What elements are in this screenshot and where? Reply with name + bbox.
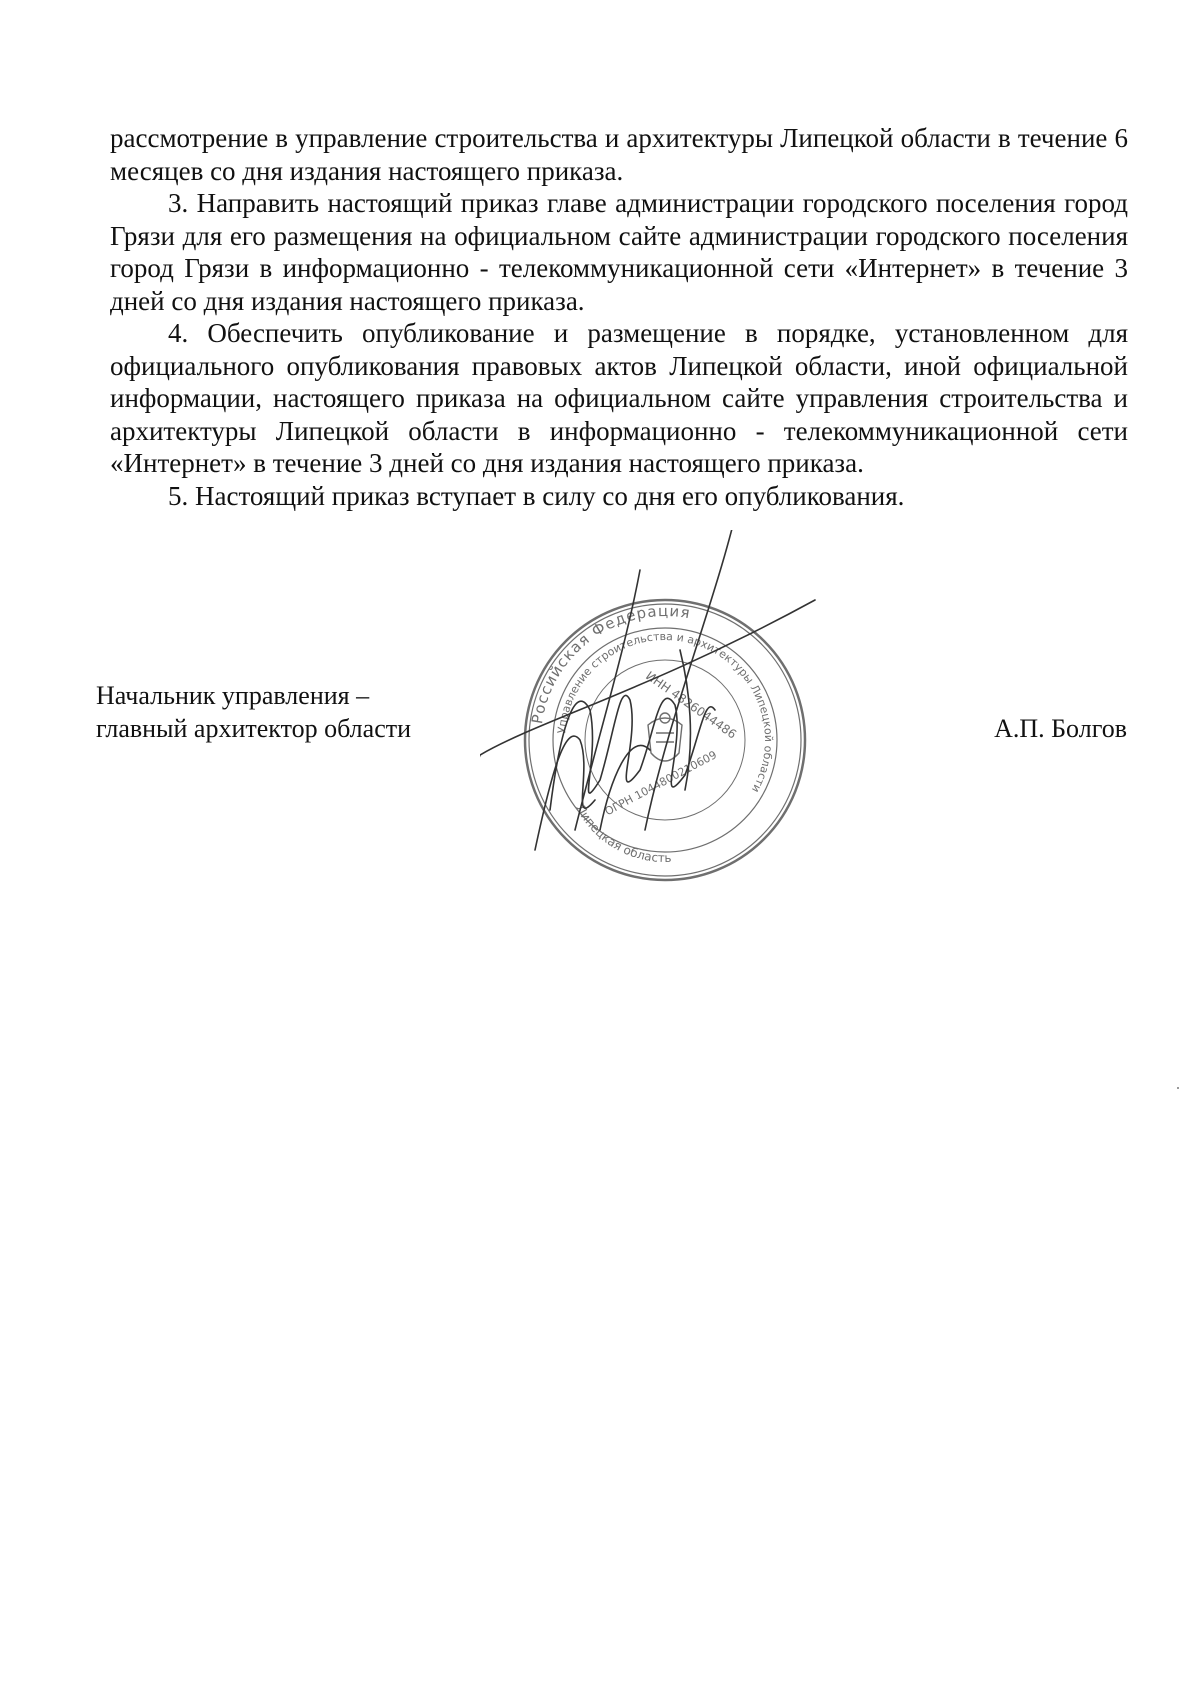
- seal-inn-text: ИНН 4826044486: [643, 668, 740, 742]
- official-seal: [525, 600, 805, 880]
- signer-position: [96, 679, 411, 745]
- seal-inner-text: Управление строительства и архитектуры Липецкой области: [555, 629, 776, 795]
- paragraph-item-3: 3. Направить настоящий приказ главе администрации городского поселения город Грязи для его размещения на официальном сайте администрации городского поселения город Грязи в информационно - телекоммуникационной сети «Интернет» в течение 3 дней со дня издания настоящего приказа.: [110, 188, 1128, 316]
- paragraph-item-5: 5. Настоящий приказ вступает в силу со дня его опубликования.: [168, 480, 905, 511]
- signer-position-line-2: главный архитектор области: [96, 714, 412, 743]
- signer-position-line-1: Начальник управления –: [96, 681, 370, 710]
- handwritten-signature: [480, 530, 815, 850]
- coat-of-arms-icon: [648, 713, 682, 761]
- seal-outer-text: Российская Федерация: [528, 601, 692, 726]
- svg-text:Управление строительства и арх: [555, 630, 775, 795]
- signer-name: А.П. Болгов: [994, 714, 1127, 743]
- stamp-and-signature: [480, 530, 900, 900]
- svg-text:Российская Федерация: [528, 602, 692, 725]
- seal-region-text: Липецкая область: [573, 801, 672, 866]
- order-body-text: [110, 122, 1128, 512]
- svg-text:Липецкая область: [573, 802, 671, 865]
- seal-ogrn-text: ОГРН 1044800210609: [602, 748, 719, 819]
- scan-speck: [1177, 1087, 1179, 1089]
- paragraph-continuation: рассмотрение в управление строительства и архитектуры Липецкой области в течение 6 месяцев со дня издания настоящего приказа.: [110, 123, 1128, 186]
- paragraph-item-4: 4. Обеспечить опубликование и размещение в порядке, установленном для официального опубликования правовых актов Липецкой области, иной официальной информации, настоящего приказа на официальном сайте управления строительства и архитектуры Липецкой области в информационно - телекоммуникационной сети «Интернет» в течение 3 дней со дня издания настоящего приказа.: [110, 318, 1128, 478]
